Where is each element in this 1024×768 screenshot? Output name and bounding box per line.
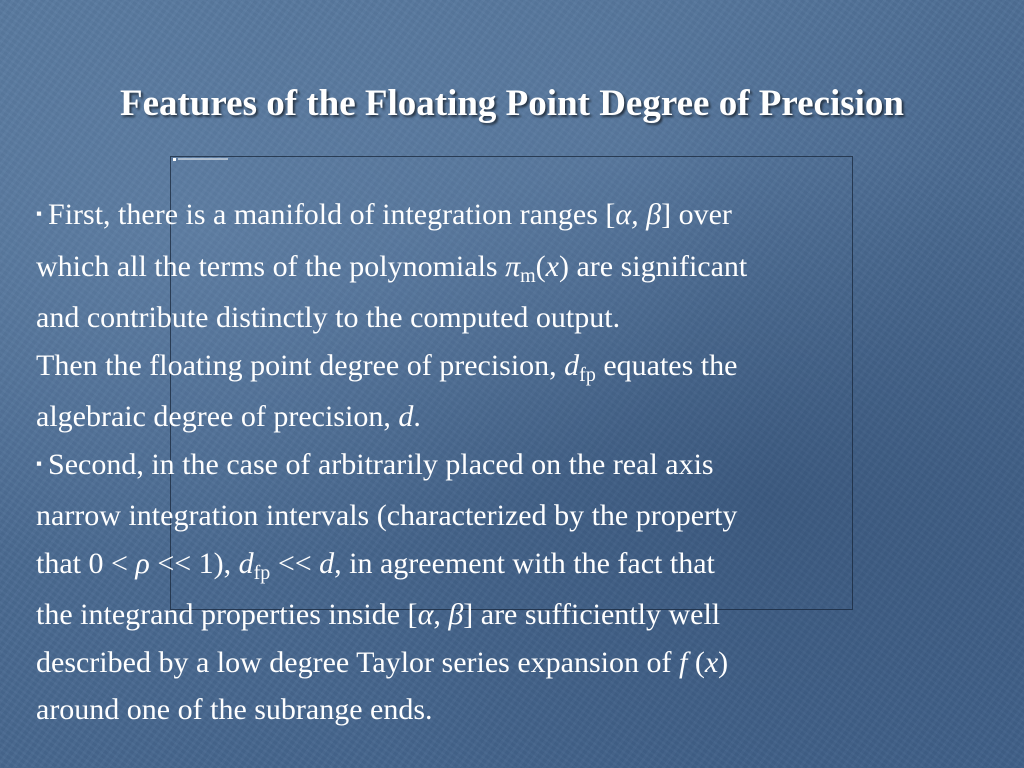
math-d: d: [564, 348, 580, 382]
paragraph-3-line-2: narrow integration intervals (characterized by the property: [36, 499, 738, 532]
paragraph-1-line-1: [36, 191, 996, 243]
text-run: << 1),: [149, 546, 239, 580]
text-run: .: [413, 400, 421, 433]
text-run: <<: [270, 546, 320, 580]
paragraph-2-line-2: [36, 393, 996, 441]
paragraph-2-line-1: [36, 342, 996, 394]
math-subscript: m: [520, 264, 536, 287]
text-run: ] over: [661, 198, 732, 231]
text-run: the integrand properties inside [: [36, 598, 418, 631]
math-x: x: [704, 645, 719, 679]
text-run: that 0 <: [36, 546, 136, 580]
text-run: Second, in the case of arbitrarily placed on the real axis: [48, 447, 714, 481]
math-rho: ρ: [135, 546, 150, 580]
paragraph-3-line-3: [36, 540, 996, 592]
bullet-icon: ▪: [36, 453, 43, 473]
text-run: First, there is a manifold of integration ranges [: [48, 198, 616, 231]
math-d: d: [319, 546, 335, 580]
paragraph-3-line-4: [36, 591, 996, 639]
paragraph-3-line-5: [36, 639, 996, 687]
text-run: equates the: [595, 348, 738, 382]
frame-caption: [178, 158, 228, 160]
paragraph-3-line-1: [36, 441, 996, 493]
text-run: described by a low degree Taylor series expansion of: [36, 645, 679, 679]
text-run: (: [687, 645, 705, 679]
math-d: d: [398, 400, 414, 433]
text-run: ): [718, 645, 729, 679]
math-subscript: fp: [579, 363, 596, 386]
frame-marker: [173, 158, 176, 161]
text-run: ] are sufficiently well: [463, 598, 721, 631]
text-run: , in agreement with the fact that: [334, 546, 715, 580]
bullet-icon: ▪: [36, 204, 43, 223]
math-f: f: [678, 645, 688, 679]
text-run: ,: [433, 598, 449, 631]
math-pi: π: [505, 249, 521, 283]
math-x: x: [545, 249, 559, 283]
slide-body: [36, 191, 996, 734]
text-run: algebraic degree of precision,: [36, 400, 399, 433]
paragraph-3-line-6: around one of the subrange ends.: [36, 693, 433, 726]
math-alpha: α: [417, 598, 434, 631]
math-beta: β: [448, 598, 464, 631]
paragraph-1-line-2: [36, 243, 996, 295]
text-run: ) are significant: [559, 249, 748, 283]
text-run: Then the floating point degree of precision,: [36, 348, 565, 382]
math-d: d: [238, 546, 254, 580]
paragraph-1-line-3: and contribute distinctly to the computed output.: [36, 301, 621, 334]
slide-title: Features of the Floating Point Degree of Precision: [119, 83, 905, 124]
math-subscript: fp: [253, 561, 271, 584]
text-run: (: [535, 249, 546, 283]
math-alpha-beta: α, β: [615, 198, 662, 231]
text-run: which all the terms of the polynomials: [36, 249, 506, 283]
